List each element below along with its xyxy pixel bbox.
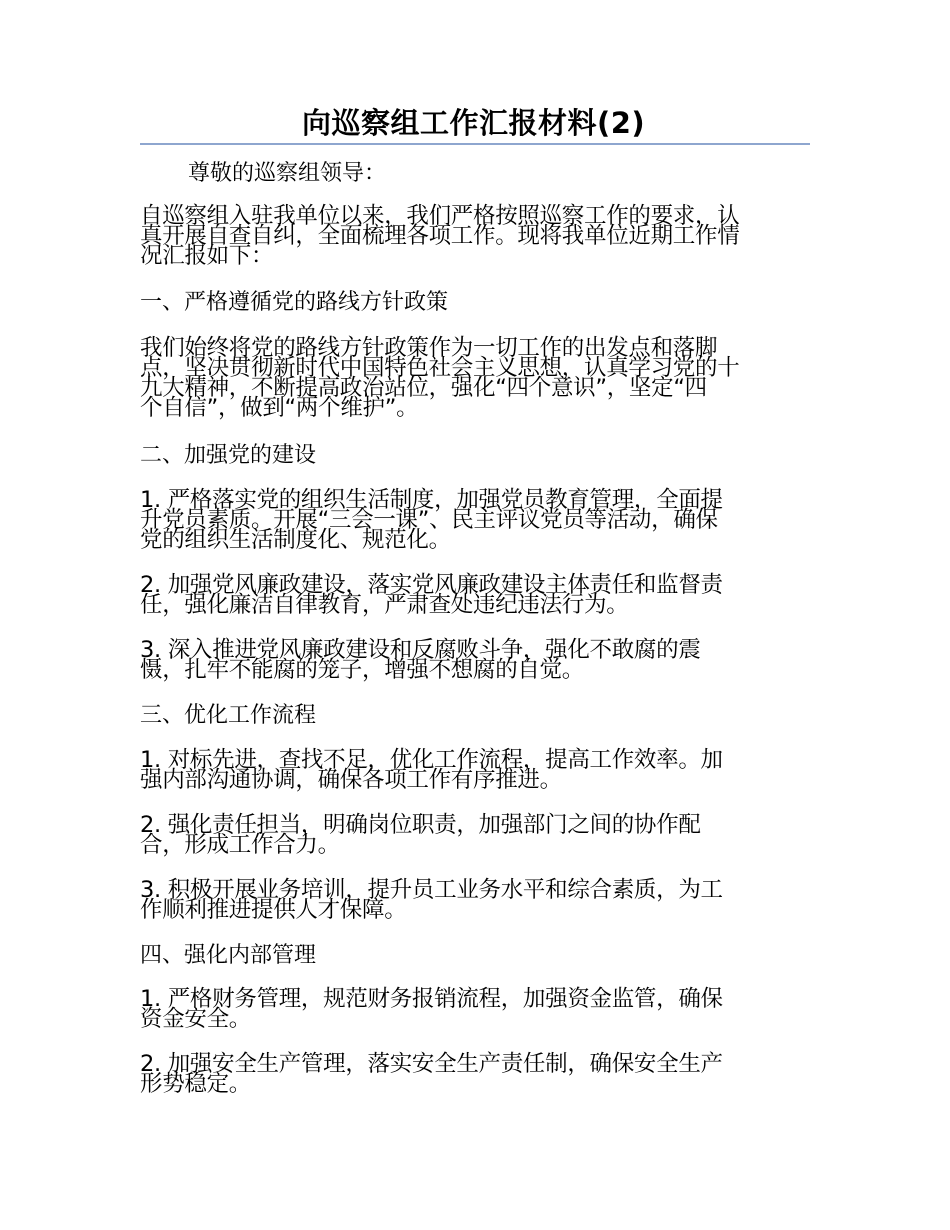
- paragraph-line: 强内部沟通协调，确保各项工作有序推进。: [140, 767, 562, 793]
- paragraph-line: 况汇报如下：: [140, 243, 274, 269]
- paragraph-line: 任，强化廉洁自律教育，严肃查处违纪违法行为。: [140, 592, 629, 618]
- paragraph-line: 合，形成工作合力。: [140, 832, 340, 858]
- paragraph-line: 慑，扎牢不能腐的笼子，增强不想腐的自觉。: [140, 657, 585, 683]
- paragraph-line: 真开展自查自纠，全面梳理各项工作。现将我单位近期工作情: [140, 223, 740, 249]
- paragraph-line: 2. 加强安全生产管理，落实安全生产责任制，确保安全生产: [140, 1051, 723, 1077]
- section-1-paragraph-1: [140, 335, 812, 421]
- paragraph-line: 作顺利推进提供人才保障。: [140, 897, 407, 923]
- paragraph-line: 九大精神，不断提高政治站位，强化“四个意识”，坚定“四: [140, 375, 707, 401]
- paragraph-line: 1. 严格财务管理，规范财务报销流程，加强资金监管，确保: [140, 986, 723, 1012]
- section-2-paragraph-1: [140, 487, 812, 553]
- paragraph-line: 我们始终将党的路线方针政策作为一切工作的出发点和落脚: [140, 335, 718, 361]
- paragraph-line: 自巡察组入驻我单位以来，我们严格按照巡察工作的要求，认: [140, 203, 740, 229]
- paragraph-line: 3. 深入推进党风廉政建设和反腐败斗争，强化不敢腐的震: [140, 637, 701, 663]
- greeting: 尊敬的巡察组领导：: [188, 161, 387, 186]
- page-title: 向巡察组工作汇报材料(2): [302, 106, 646, 140]
- paragraph-line: 1. 严格落实党的组织生活制度，加强党员教育管理，全面提: [140, 487, 723, 513]
- section-3-paragraph-1: [140, 747, 812, 793]
- section-3-paragraph-2: [140, 812, 812, 858]
- intro-paragraph: [140, 203, 812, 269]
- section-heading-1: 一、严格遵循党的路线方针政策: [140, 290, 449, 315]
- paragraph-line: 党的组织生活制度化、规范化。: [140, 527, 451, 553]
- section-3-paragraph-3: [140, 877, 812, 923]
- section-4-paragraph-1: [140, 986, 812, 1032]
- paragraph-line: 3. 积极开展业务培训，提升员工业务水平和综合素质，为工: [140, 877, 723, 903]
- paragraph-line: 2. 强化责任担当，明确岗位职责，加强部门之间的协作配: [140, 812, 701, 838]
- paragraph-line: 点，坚决贯彻新时代中国特色社会主义思想，认真学习党的十: [140, 355, 740, 381]
- paragraph-line: 形势稳定。: [140, 1071, 252, 1097]
- section-2-paragraph-2: [140, 572, 812, 618]
- section-heading-2: 二、加强党的建设: [140, 443, 317, 468]
- paragraph-line: 个自信”，做到“两个维护”。: [140, 395, 419, 421]
- title-underline: [140, 103, 810, 145]
- paragraph-line: 资金安全。: [140, 1006, 252, 1032]
- section-heading-4: 四、强化内部管理: [140, 943, 317, 968]
- paragraph-line: 升党员素质。开展“三会一课”、民主评议党员等活动，确保: [140, 507, 718, 533]
- section-4-paragraph-2: [140, 1051, 812, 1097]
- paragraph-line: 1. 对标先进，查找不足，优化工作流程，提高工作效率。加: [140, 747, 723, 773]
- section-2-paragraph-3: [140, 637, 812, 683]
- paragraph-line: 2. 加强党风廉政建设，落实党风廉政建设主体责任和监督责: [140, 572, 723, 598]
- section-heading-3: 三、优化工作流程: [140, 703, 317, 728]
